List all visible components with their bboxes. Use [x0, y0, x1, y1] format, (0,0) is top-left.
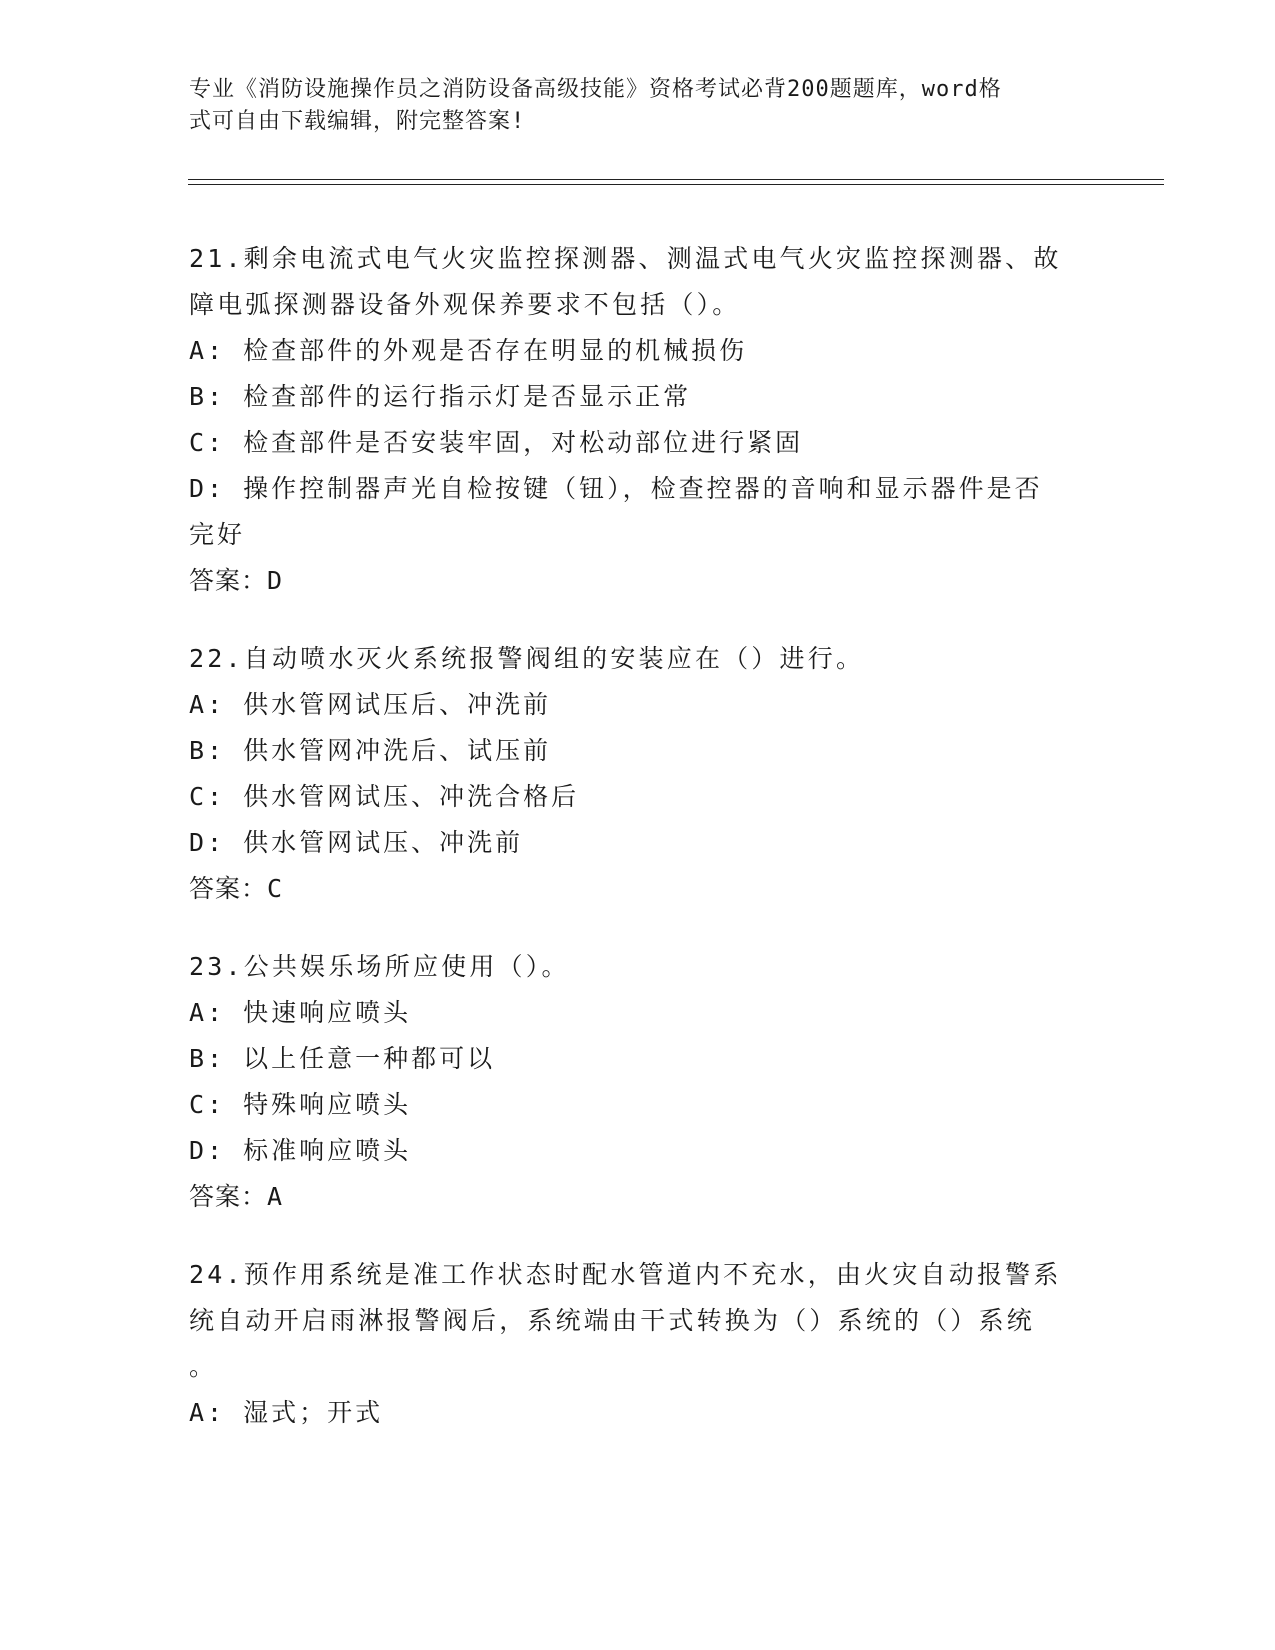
- option-c: C: 特殊响应喷头: [189, 1090, 412, 1119]
- option-a: A: 湿式；开式: [189, 1398, 384, 1427]
- answer: 答案：A: [189, 1182, 284, 1211]
- option-b: B: 以上任意一种都可以: [189, 1044, 496, 1073]
- option-a: A: 供水管网试压后、冲洗前: [189, 690, 552, 719]
- header-line-1: 专业《消防设施操作员之消防设备高级技能》资格考试必背200题题库，word格: [189, 77, 1002, 102]
- answer: 答案：C: [189, 874, 284, 903]
- question-23: [189, 944, 1089, 1220]
- option-d-continued: 完好: [189, 520, 246, 549]
- question-21: [189, 236, 1089, 604]
- document-header: [189, 74, 1089, 138]
- question-stem: 22.自动喷水灭火系统报警阀组的安装应在（）进行。: [189, 644, 865, 673]
- answer: 答案：D: [189, 566, 284, 595]
- option-b: B: 检查部件的运行指示灯是否显示正常: [189, 382, 692, 411]
- option-b: B: 供水管网冲洗后、试压前: [189, 736, 552, 765]
- option-d: D: 供水管网试压、冲洗前: [189, 828, 524, 857]
- option-a: A: 检查部件的外观是否存在明显的机械损伤: [189, 336, 748, 365]
- question-24: [189, 1252, 1089, 1436]
- option-a: A: 快速响应喷头: [189, 998, 412, 1027]
- question-stem-continued: 统自动开启雨淋报警阀后，系统端由干式转换为（）系统的（）系统: [189, 1306, 1036, 1335]
- option-d: D: 操作控制器声光自检按键（钮），检查控器的音响和显示器件是否: [189, 474, 1043, 503]
- question-22: [189, 636, 1089, 912]
- header-divider-bottom: [188, 184, 1164, 185]
- option-c: C: 供水管网试压、冲洗合格后: [189, 782, 580, 811]
- header-line-2: 式可自由下载编辑，附完整答案!: [189, 109, 526, 134]
- option-c: C: 检查部件是否安装牢固，对松动部位进行紧固: [189, 428, 804, 457]
- question-stem: 24.预作用系统是准工作状态时配水管道内不充水，由火灾自动报警系: [189, 1260, 1062, 1289]
- header-divider-top: [188, 179, 1164, 180]
- question-list: [189, 236, 1089, 1468]
- question-stem: 21.剩余电流式电气火灾监控探测器、测温式电气火灾监控探测器、故: [189, 244, 1062, 273]
- question-stem-end: 。: [189, 1352, 218, 1381]
- question-stem: 23.公共娱乐场所应使用（）。: [189, 952, 570, 981]
- question-stem-continued: 障电弧探测器设备外观保养要求不包括（）。: [189, 290, 741, 319]
- option-d: D: 标准响应喷头: [189, 1136, 412, 1165]
